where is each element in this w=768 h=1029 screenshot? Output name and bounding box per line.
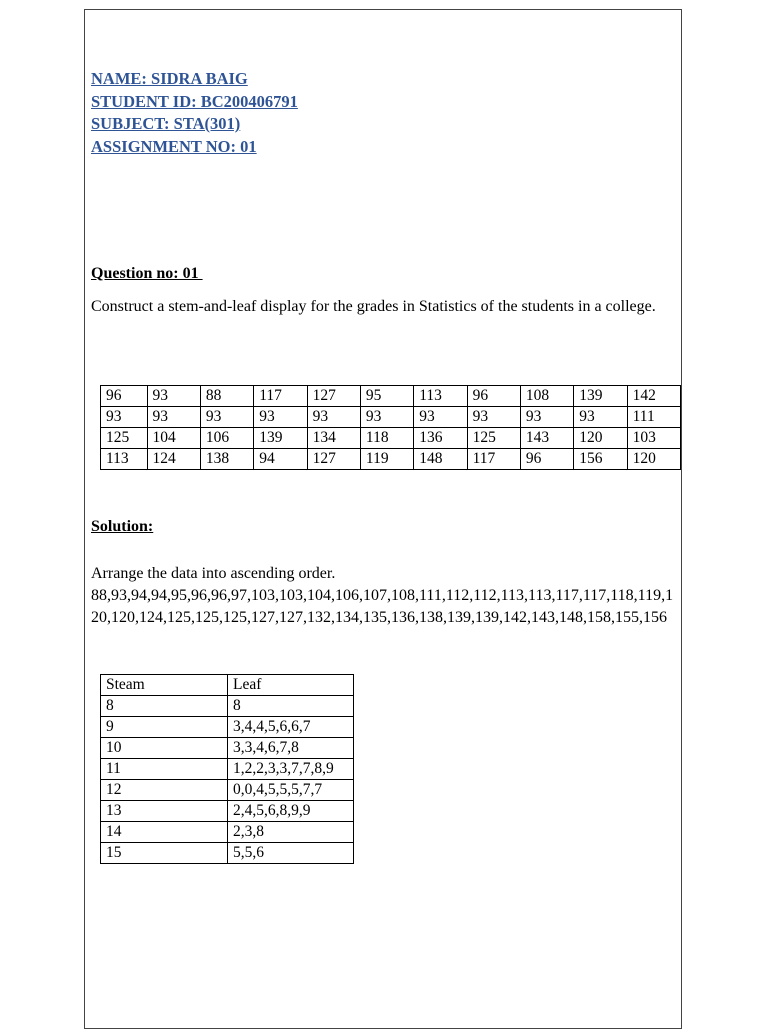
leaf-cell: 3,4,4,5,6,6,7 bbox=[228, 717, 354, 738]
leaf-cell: 3,3,4,6,7,8 bbox=[228, 738, 354, 759]
grade-cell: 143 bbox=[520, 428, 573, 449]
stem-leaf-row bbox=[101, 759, 354, 780]
grades-table bbox=[100, 385, 681, 470]
grade-cell: 106 bbox=[200, 428, 253, 449]
grade-cell: 113 bbox=[414, 386, 467, 407]
arrange-instruction: Arrange the data into ascending order. bbox=[91, 565, 336, 582]
grade-cell: 93 bbox=[254, 407, 307, 428]
grade-cell: 125 bbox=[467, 428, 520, 449]
question-heading: Question no: 01 bbox=[91, 265, 203, 282]
grades-row bbox=[101, 449, 681, 470]
document-page bbox=[84, 9, 682, 1029]
grade-cell: 139 bbox=[254, 428, 307, 449]
grade-cell: 136 bbox=[414, 428, 467, 449]
grade-cell: 134 bbox=[307, 428, 360, 449]
grade-cell: 93 bbox=[101, 407, 148, 428]
stem-column-header: Steam bbox=[101, 675, 228, 696]
grade-cell: 125 bbox=[101, 428, 148, 449]
student-name: NAME: SIDRA BAIG bbox=[91, 69, 248, 88]
assignment-number: ASSIGNMENT NO: 01 bbox=[91, 136, 257, 156]
grade-cell: 139 bbox=[574, 386, 627, 407]
leaf-cell: 0,0,4,5,5,5,7,7 bbox=[228, 780, 354, 801]
grade-cell: 93 bbox=[147, 386, 200, 407]
grade-cell: 113 bbox=[101, 449, 148, 470]
grade-cell: 127 bbox=[307, 386, 360, 407]
grade-cell: 95 bbox=[360, 386, 413, 407]
stem-leaf-row bbox=[101, 843, 354, 864]
solution-heading: Solution: bbox=[91, 518, 154, 535]
grade-cell: 118 bbox=[360, 428, 413, 449]
stem-cell: 12 bbox=[101, 780, 228, 801]
grade-cell: 93 bbox=[360, 407, 413, 428]
stem-leaf-row bbox=[101, 780, 354, 801]
grade-cell: 96 bbox=[467, 386, 520, 407]
grade-cell: 142 bbox=[627, 386, 680, 407]
question-text: Construct a stem-and-leaf display for the grades in Statistics of the students in a college. bbox=[91, 298, 656, 315]
grade-cell: 156 bbox=[574, 449, 627, 470]
stem-cell: 11 bbox=[101, 759, 228, 780]
stem-cell: 10 bbox=[101, 738, 228, 759]
stem-leaf-row bbox=[101, 738, 354, 759]
grade-cell: 96 bbox=[101, 386, 148, 407]
grade-cell: 93 bbox=[307, 407, 360, 428]
grade-cell: 124 bbox=[147, 449, 200, 470]
grade-cell: 117 bbox=[254, 386, 307, 407]
grade-cell: 93 bbox=[574, 407, 627, 428]
grade-cell: 104 bbox=[147, 428, 200, 449]
grade-cell: 148 bbox=[414, 449, 467, 470]
subject: SUBJECT: STA(301) bbox=[91, 114, 241, 133]
stem-leaf-header-row bbox=[101, 675, 354, 696]
stem-leaf-row bbox=[101, 717, 354, 738]
student-info-header bbox=[91, 68, 298, 158]
leaf-column-header: Leaf bbox=[228, 675, 354, 696]
grades-row bbox=[101, 407, 681, 428]
stem-leaf-table bbox=[100, 674, 354, 864]
grade-cell: 93 bbox=[520, 407, 573, 428]
grade-cell: 108 bbox=[520, 386, 573, 407]
stem-leaf-row bbox=[101, 801, 354, 822]
grade-cell: 111 bbox=[627, 407, 680, 428]
grade-cell: 93 bbox=[467, 407, 520, 428]
stem-leaf-row bbox=[101, 696, 354, 717]
ordered-data: 88,93,94,94,95,96,96,97,103,103,104,106,107,108,111,112,112,113,113,117,117,118,119,120,120,124,125,125,125,127,127,132,134,135,136,138,139,139,142,143,148,158,155,156 bbox=[91, 587, 674, 626]
grade-cell: 127 bbox=[307, 449, 360, 470]
grade-cell: 93 bbox=[414, 407, 467, 428]
grade-cell: 93 bbox=[147, 407, 200, 428]
grade-cell: 103 bbox=[627, 428, 680, 449]
stem-cell: 13 bbox=[101, 801, 228, 822]
stem-leaf-row bbox=[101, 822, 354, 843]
grade-cell: 93 bbox=[200, 407, 253, 428]
grade-cell: 94 bbox=[254, 449, 307, 470]
stem-cell: 14 bbox=[101, 822, 228, 843]
leaf-cell: 2,3,8 bbox=[228, 822, 354, 843]
grade-cell: 120 bbox=[574, 428, 627, 449]
grades-row bbox=[101, 428, 681, 449]
grade-cell: 88 bbox=[200, 386, 253, 407]
grades-row bbox=[101, 386, 681, 407]
leaf-cell: 5,5,6 bbox=[228, 843, 354, 864]
grade-cell: 120 bbox=[627, 449, 680, 470]
grade-cell: 96 bbox=[520, 449, 573, 470]
leaf-cell: 2,4,5,6,8,9,9 bbox=[228, 801, 354, 822]
stem-cell: 15 bbox=[101, 843, 228, 864]
grade-cell: 117 bbox=[467, 449, 520, 470]
grade-cell: 119 bbox=[360, 449, 413, 470]
leaf-cell: 1,2,2,3,3,7,7,8,9 bbox=[228, 759, 354, 780]
student-id: STUDENT ID: BC200406791 bbox=[91, 91, 298, 111]
stem-cell: 9 bbox=[101, 717, 228, 738]
stem-cell: 8 bbox=[101, 696, 228, 717]
leaf-cell: 8 bbox=[228, 696, 354, 717]
grade-cell: 138 bbox=[200, 449, 253, 470]
